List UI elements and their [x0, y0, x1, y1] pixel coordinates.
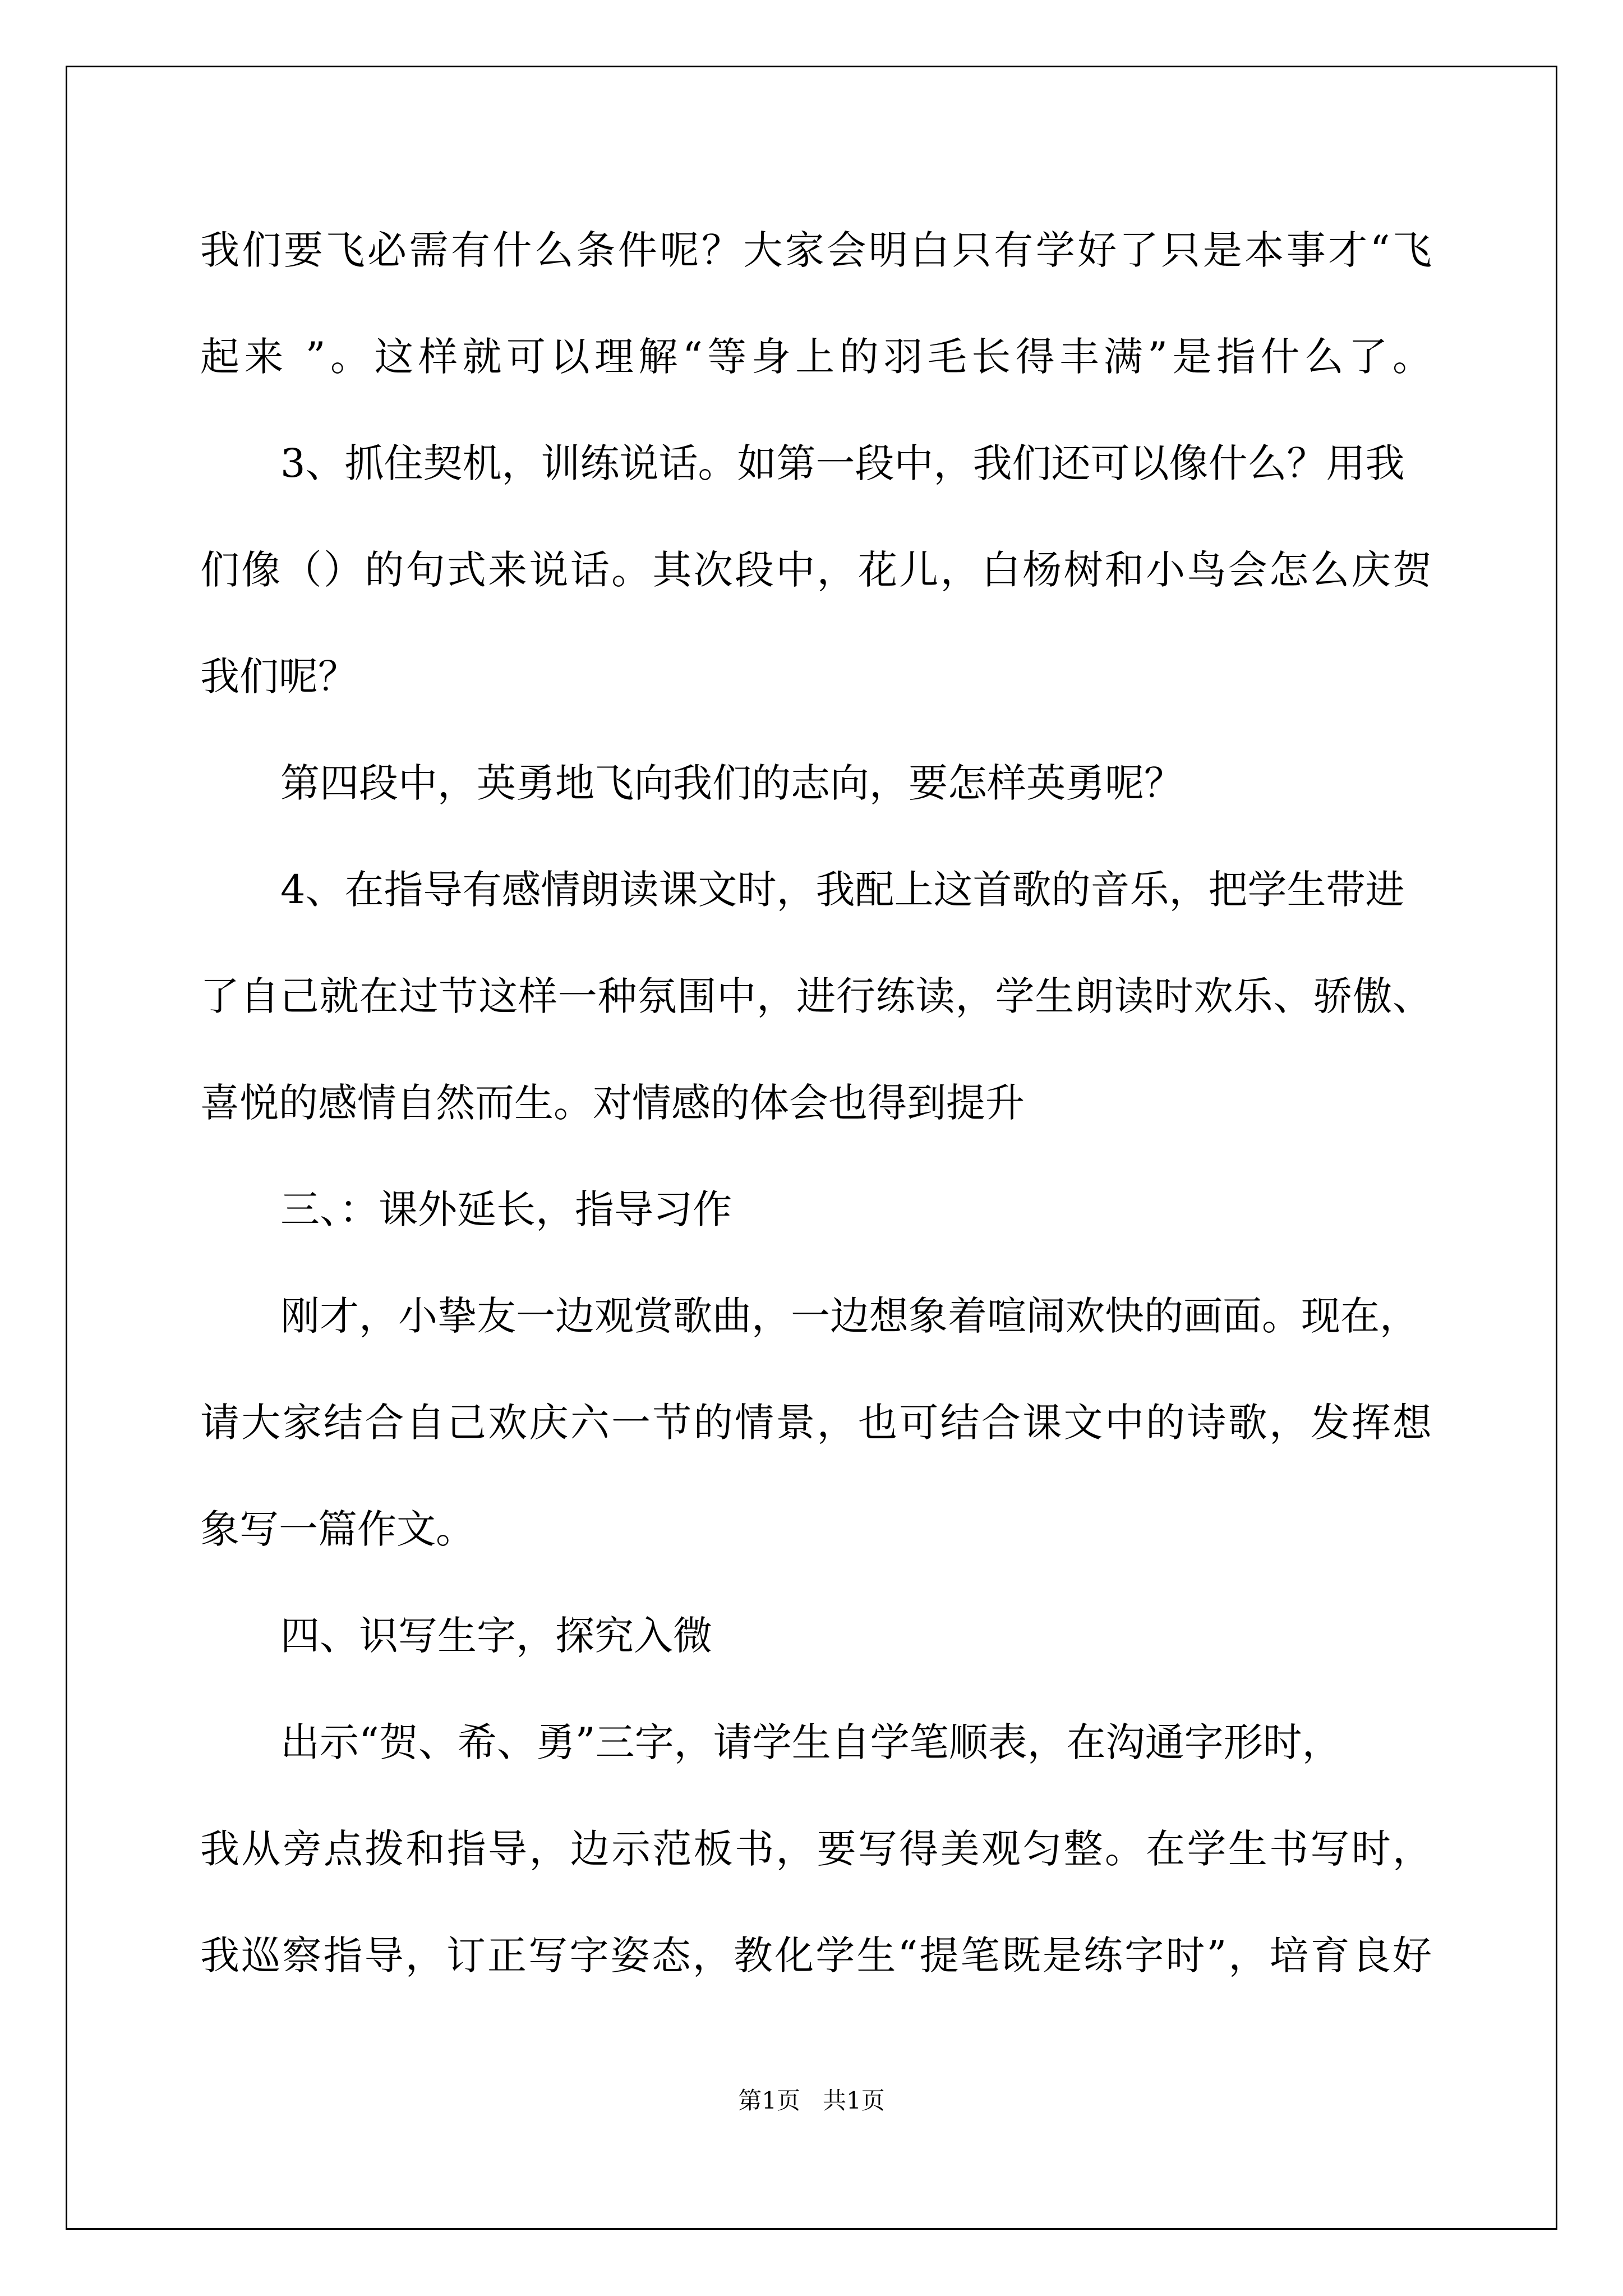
text-line: 们像（）的句式来说话。其次段中，花儿，白杨树和小鸟会怎么庆贺: [200, 547, 1432, 593]
text-line: 我们呢？: [200, 654, 357, 700]
text-line: 我们要飞必需有什么条件呢？大家会明白只有学好了只是本事才“飞: [200, 227, 1432, 273]
text-line: 我从旁点拨和指导，边示范板书，要写得美观匀整。在学生书写时，: [200, 1826, 1432, 1872]
text-line: 象写一篇作文。: [200, 1506, 475, 1552]
text-line: 4、在指导有感情朗读课文时，我配上这首歌的音乐，把学生带进: [280, 867, 1405, 913]
text-line: 3、抓住契机，训练说话。如第一段中，我们还可以像什么？用我: [280, 440, 1405, 486]
section-heading: 三、：课外延长，指导习作: [280, 1186, 732, 1232]
page-border: [66, 66, 1557, 2230]
text-line: 出示“贺、希、勇”三字，请学生自学笔顺表，在沟通字形时，: [280, 1719, 1341, 1765]
page-footer: 第1页 共1页: [738, 2087, 885, 2114]
text-line: 喜悦的感情自然而生。对情感的体会也得到提升: [200, 1080, 1025, 1126]
text-line: 起来 ”。这样就可以理解“等身上的羽毛长得丰满”是指什么了。: [200, 334, 1432, 380]
text-line: 我巡察指导，订正写字姿态，教化学生“提笔既是练字时”，培育良好: [200, 1932, 1432, 1978]
text-line: 刚才，小挚友一边观赏歌曲，一边想象着喧闹欢快的画面。现在，: [280, 1293, 1419, 1339]
section-heading: 四、识写生字，探究入微: [280, 1613, 712, 1659]
text-line: 请大家结合自己欢庆六一节的情景，也可结合课文中的诗歌，发挥想: [200, 1400, 1432, 1446]
text-line: 第四段中，英勇地飞向我们的志向，要怎样英勇呢？: [280, 760, 1183, 806]
text-line: 了自己就在过节这样一种氛围中，进行练读，学生朗读时欢乐、骄傲、: [200, 973, 1432, 1019]
